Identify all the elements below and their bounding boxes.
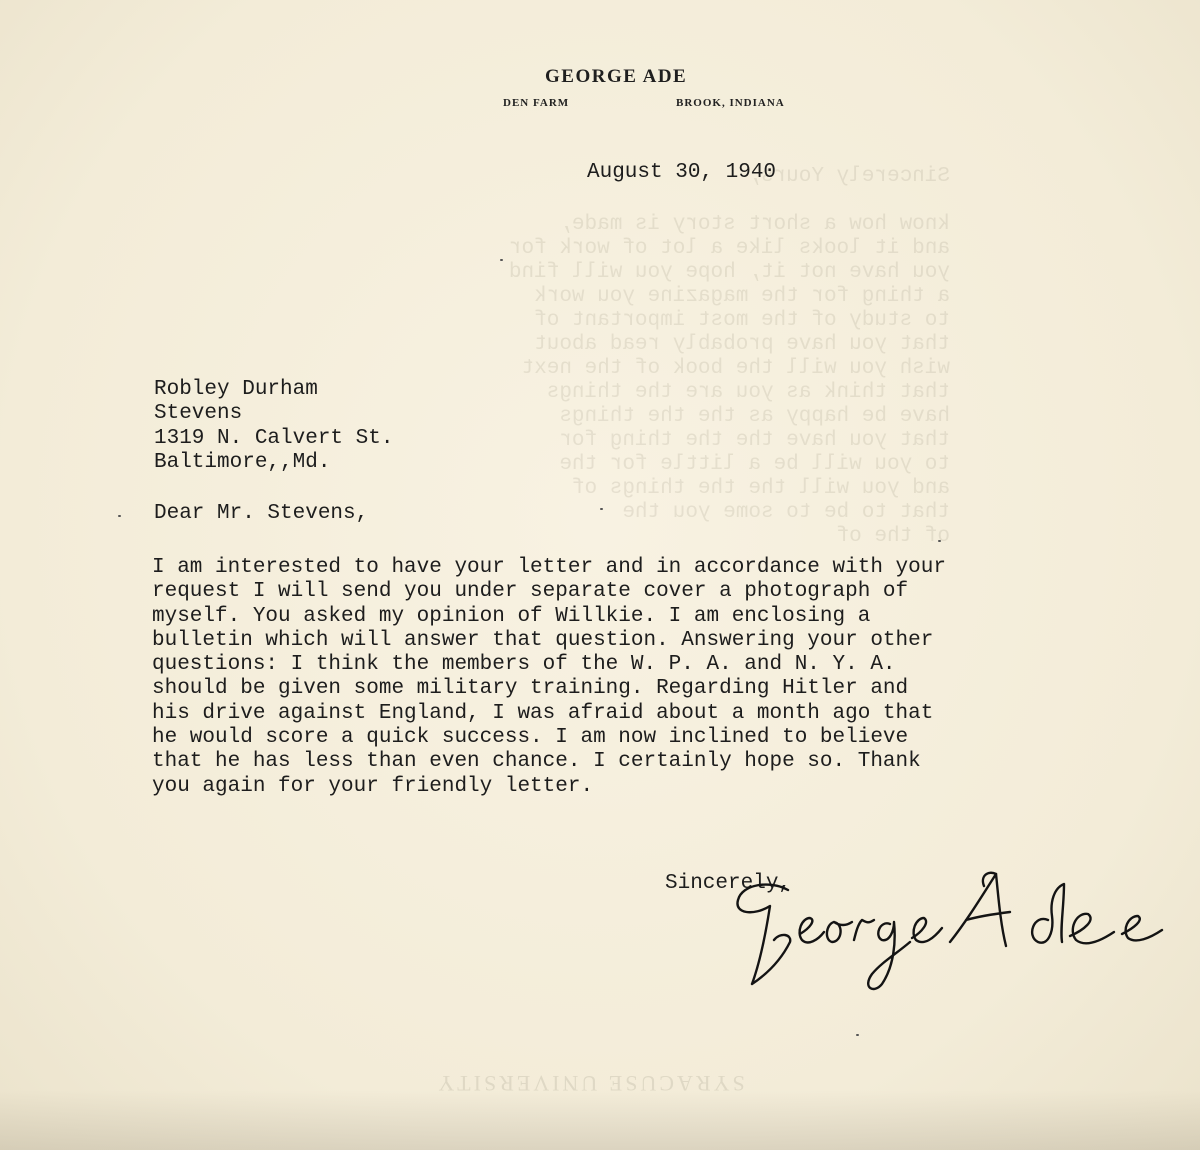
ink-speck xyxy=(938,540,941,542)
body-line: request I will send you under separate cover a photograph of xyxy=(152,580,909,604)
ink-speck xyxy=(856,1034,859,1036)
letterhead-farm: DEN FARM xyxy=(503,97,570,109)
body-line: should be given some military training. Regarding Hitler and xyxy=(152,677,909,701)
closing: Sincerely, xyxy=(665,872,792,895)
recipient-company: Stevens xyxy=(154,402,243,425)
ink-speck xyxy=(118,515,121,517)
body-line: his drive against England, I was afraid about a month ago that xyxy=(152,701,934,725)
recipient-city: Baltimore,,Md. xyxy=(154,451,331,474)
letter-body xyxy=(152,556,1152,799)
letter-date: August 30, 1940 xyxy=(587,161,777,184)
body-line: questions: I think the members of the W. P. A. and N. Y. A. xyxy=(152,653,896,677)
body-line: he would score a quick success. I am now inclined to believe xyxy=(152,726,909,750)
recipient-name: Robley Durham xyxy=(154,378,318,401)
handwritten-signature xyxy=(730,862,1200,1002)
page-edge-shadow xyxy=(0,1090,1200,1150)
ink-speck xyxy=(500,259,503,261)
recipient-street: 1319 N. Calvert St. xyxy=(154,427,394,450)
letterhead-name: GEORGE ADE xyxy=(545,66,688,87)
letterhead-place: BROOK, INDIANA xyxy=(676,97,785,109)
body-line: you again for your friendly letter. xyxy=(152,774,594,798)
salutation: Dear Mr. Stevens, xyxy=(154,502,369,525)
body-line: bulletin which will answer that question. Answering your other xyxy=(152,628,934,652)
body-line: myself. You asked my opinion of Willkie. I am enclosing a xyxy=(152,604,871,628)
ink-speck xyxy=(600,508,603,510)
body-line: I am interested to have your letter and in accordance with your xyxy=(152,556,946,579)
body-line: that he has less than even chance. I certainly hope so. Thank xyxy=(152,750,921,774)
